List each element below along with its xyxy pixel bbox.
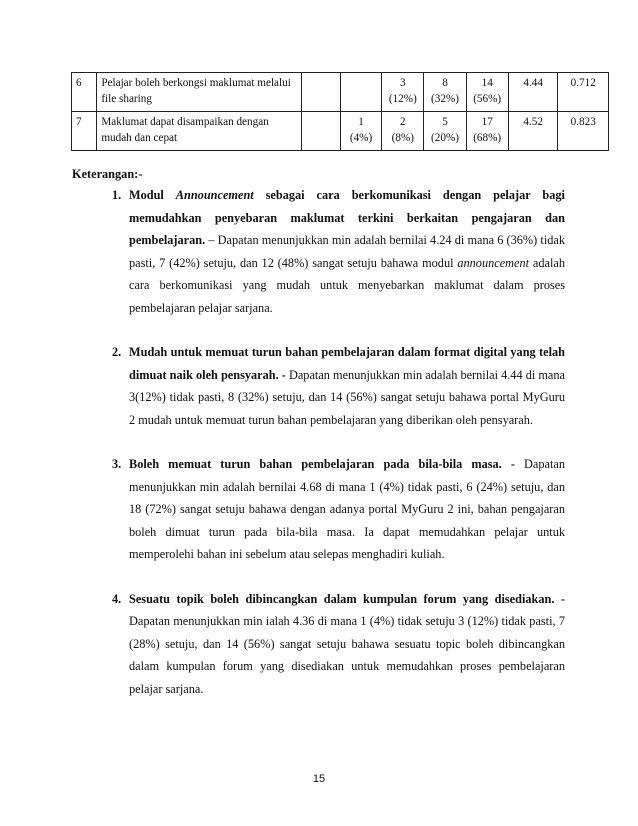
count-value: 17 <box>481 116 493 128</box>
count-cell <box>340 73 381 112</box>
notes-list <box>112 184 565 700</box>
page-number: 15 <box>312 773 326 785</box>
heading-text: sebagai cara berkomunikasi dengan pelajar bagi memudahkan penyebaran maklumat terkini berkaitan pengajaran dan pembelajaran. <box>129 188 565 247</box>
heading-text: Modul <box>129 188 176 202</box>
mean-cell: 4.52 <box>508 112 558 151</box>
body-text: adalah cara berkomunikasi yang mudah untuk menyebarkan maklumat dalam proses pembelajaran pelajar sarjana. <box>129 255 565 315</box>
table-row <box>72 73 609 112</box>
count-value: 1 <box>358 116 364 128</box>
count-value: 8 <box>442 77 448 89</box>
sd-cell: 0.823 <box>558 112 609 151</box>
percent-value: (20%) <box>431 132 459 144</box>
item-heading: Sesuatu topik boleh dibincangkan dalam kumpulan forum yang disediakan. - <box>129 591 565 606</box>
count-value: 3 <box>400 77 406 89</box>
item-number: 2. <box>112 345 122 359</box>
count-cell <box>466 73 508 112</box>
list-item <box>112 453 565 566</box>
count-cell <box>382 112 424 151</box>
survey-results-table <box>71 72 609 151</box>
count-cell <box>424 73 466 112</box>
item-text: Pelajar boleh berkongsi maklumat melalui file sharing <box>97 73 302 112</box>
count-cell <box>382 73 424 112</box>
body-emphasis: announcement <box>457 255 530 270</box>
row-number: 6 <box>72 73 97 112</box>
sd-cell: 0.712 <box>558 73 609 112</box>
notes-heading: Keterangan:- <box>72 167 143 181</box>
item-body: Dapatan menunjukkan min adalah bernilai 4.68 di mana 1 (4%) tidak pasti, 6 (24%) setuju, dan 18 (72%) sangat setuju bahawa dengan adanya portal MyGuru 2 ini, bahan pengajaran boleh dimuat turun pada bila-bila masa. Ia dapat memudahkan pelajar untuk memperolehi bahan ini sebelum atau selepas menghadiri kuliah. <box>129 457 565 561</box>
count-value: 14 <box>481 77 493 89</box>
item-number: 3. <box>112 457 122 471</box>
percent-value: (68%) <box>473 132 502 144</box>
list-item <box>112 588 565 701</box>
body-text: – Dapatan menunjukkan min adalah bernilai 4.24 di mana 6 (36%) tidak pasti, 7 (42%) setuju, dan 12 (48%) sangat setuju bahawa modul <box>129 233 565 270</box>
percent-value: (12%) <box>388 93 417 105</box>
count-cell <box>302 73 340 112</box>
row-number: 7 <box>72 112 97 151</box>
percent-value: (56%) <box>473 93 502 105</box>
item-body: Dapatan menunjukkan min adalah bernilai 4.44 di mana 3(12%) tidak pasti, 8 (32%) setuju, dan 14 (56%) sangat setuju bahawa portal MyGuru 2 mudah untuk memuat turun bahan pembelajaran yang diberikan oleh pensyarah. <box>129 367 565 427</box>
item-heading: Mudah untuk memuat turun bahan pembelajaran dalam format digital yang telah dimuat naik oleh pensyarah. - <box>129 345 565 382</box>
mean-cell: 4.44 <box>508 73 558 112</box>
count-cell <box>466 112 508 151</box>
count-cell <box>340 112 381 151</box>
item-heading: Boleh memuat turun bahan pembelajaran pada bila-bila masa. - <box>129 457 515 471</box>
item-text: Maklumat dapat disampaikan dengan mudah dan cepat <box>97 112 302 151</box>
percent-value: (32%) <box>431 93 459 105</box>
item-number: 1. <box>112 188 122 202</box>
percent-value: (4%) <box>349 132 373 144</box>
table-row <box>72 112 609 151</box>
list-item <box>112 341 565 431</box>
count-cell <box>302 112 340 151</box>
percent-value: (8%) <box>391 132 415 144</box>
count-value: 5 <box>442 116 448 128</box>
count-cell <box>424 112 466 151</box>
count-value: 2 <box>400 116 406 128</box>
heading-emphasis: Announcement <box>175 188 254 202</box>
item-body: Dapatan menunjukkan min ialah 4.36 di mana 1 (4%) tidak setuju 3 (12%) tidak pasti, 7 (28%) setuju, dan 14 (56%) sangat setuju bahawa sesuatu topic boleh dibincangkan dalam kumpulan forum yang disediakan untuk memudahkan proses pembelajaran pelajar sarjana. <box>129 614 565 696</box>
item-number: 4. <box>112 591 122 606</box>
list-item <box>112 184 565 319</box>
